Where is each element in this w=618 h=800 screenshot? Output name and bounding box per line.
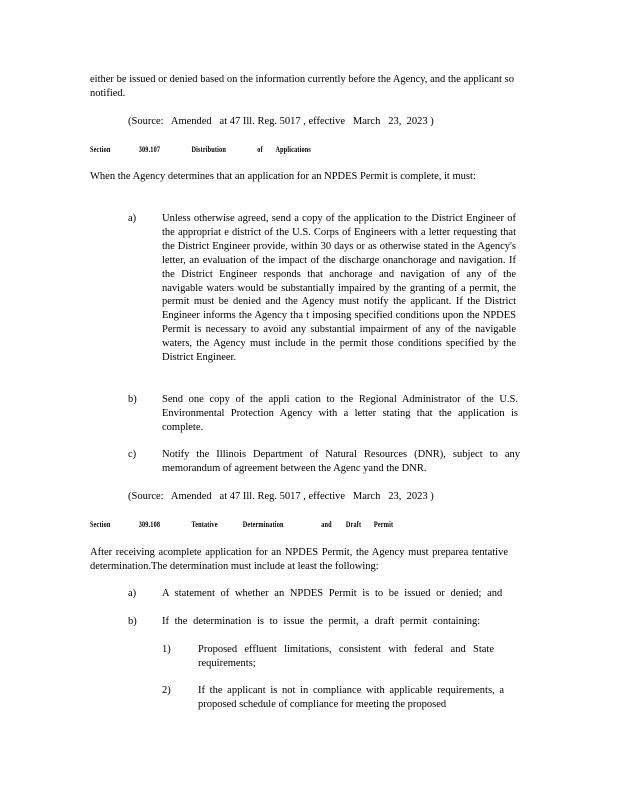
list-item-text: Notify the Illinois Department of Natural Resources (DNR), subject to any memorandum of agreement between the Agenc yand the DNR.	[162, 449, 520, 474]
section-number: 309.107	[138, 145, 161, 154]
section-label: Section	[90, 145, 111, 154]
source-note-2: (Source: Amended at 47 Ill. Reg. 5017 , effective March 23, 2023 )	[128, 491, 434, 502]
intro-paragraph-108: After receiving acomplete application for an NPDES Permit, the Agency must preparea tentative determination.The determination must include at least the following:	[90, 547, 508, 572]
section-heading-309-108	[90, 518, 393, 532]
list-item-text: Send one copy of the appli cation to the Regional Administrator of the U.S. Environmental Protection Agency with a letter stating that the application is complete.	[162, 394, 518, 433]
carryover-paragraph: either be issued or denied based on the information currently before the Agency, and the applicant so notified.	[90, 74, 514, 99]
list-item-text: If the determination is to issue the permit, a draft permit containing:	[162, 616, 481, 627]
section-number: 309.108	[138, 520, 161, 529]
section-label: Section	[90, 520, 111, 529]
list-item-label: c)	[128, 449, 137, 460]
section-title-word: Distribution	[191, 145, 226, 154]
list-item-label: a)	[128, 588, 137, 599]
section-title-word: Tentative	[191, 520, 218, 529]
section-heading-309-107	[90, 143, 311, 157]
list-item-text: A statement of whether an NPDES Permit is to be issued or denied; and	[162, 588, 503, 599]
sub-item-text: If the applicant is not in compliance with applicable requirements, a proposed schedule of compliance for meeting the proposed	[198, 685, 504, 710]
section-title-word: of	[257, 145, 263, 154]
section-title-word: Applications	[275, 145, 311, 154]
sub-item-label: 2)	[162, 685, 171, 696]
list-item-text: Unless otherwise agreed, send a copy of the application to the District Engineer of the appropriat e district of the U.S. Corps of Engineers with a letter requesting that the District Engineer provide, within 30 days or as otherwise stated in the Agency's letter, an evaluation of the impact of the discharge onanchorage and navigation. If the District Engineer responds that anchorage and navigation of any of the navigable waters would be substantially impaired by the granting of a permit, the permit must be denied and the Agency must notify the applicant. If the District Engineer informs the Agency tha t imposing specified conditions upon the NPDES Permit is necessary to avoid any substantial impairment of any of the navigable waters, the Agency must include in the permit those conditions specified by the District Engineer.	[162, 213, 516, 364]
source-note-1: (Source: Amended at 47 Ill. Reg. 5017 , effective March 23, 2023 )	[128, 116, 434, 127]
list-item-label: b)	[128, 394, 137, 405]
section-title-word: Draft	[345, 520, 362, 529]
sub-item-label: 1)	[162, 644, 171, 655]
section-title-word: Permit	[373, 520, 394, 529]
sub-item-text: Proposed effluent limitations, consistent with federal and State requirements;	[198, 644, 494, 669]
section-title-word: Determination	[242, 520, 284, 529]
section-title-word: and	[321, 520, 332, 529]
list-item-label: b)	[128, 616, 137, 627]
list-item-label: a)	[128, 213, 137, 224]
intro-paragraph-107: When the Agency determines that an application for an NPDES Permit is complete, it must:	[90, 171, 476, 182]
